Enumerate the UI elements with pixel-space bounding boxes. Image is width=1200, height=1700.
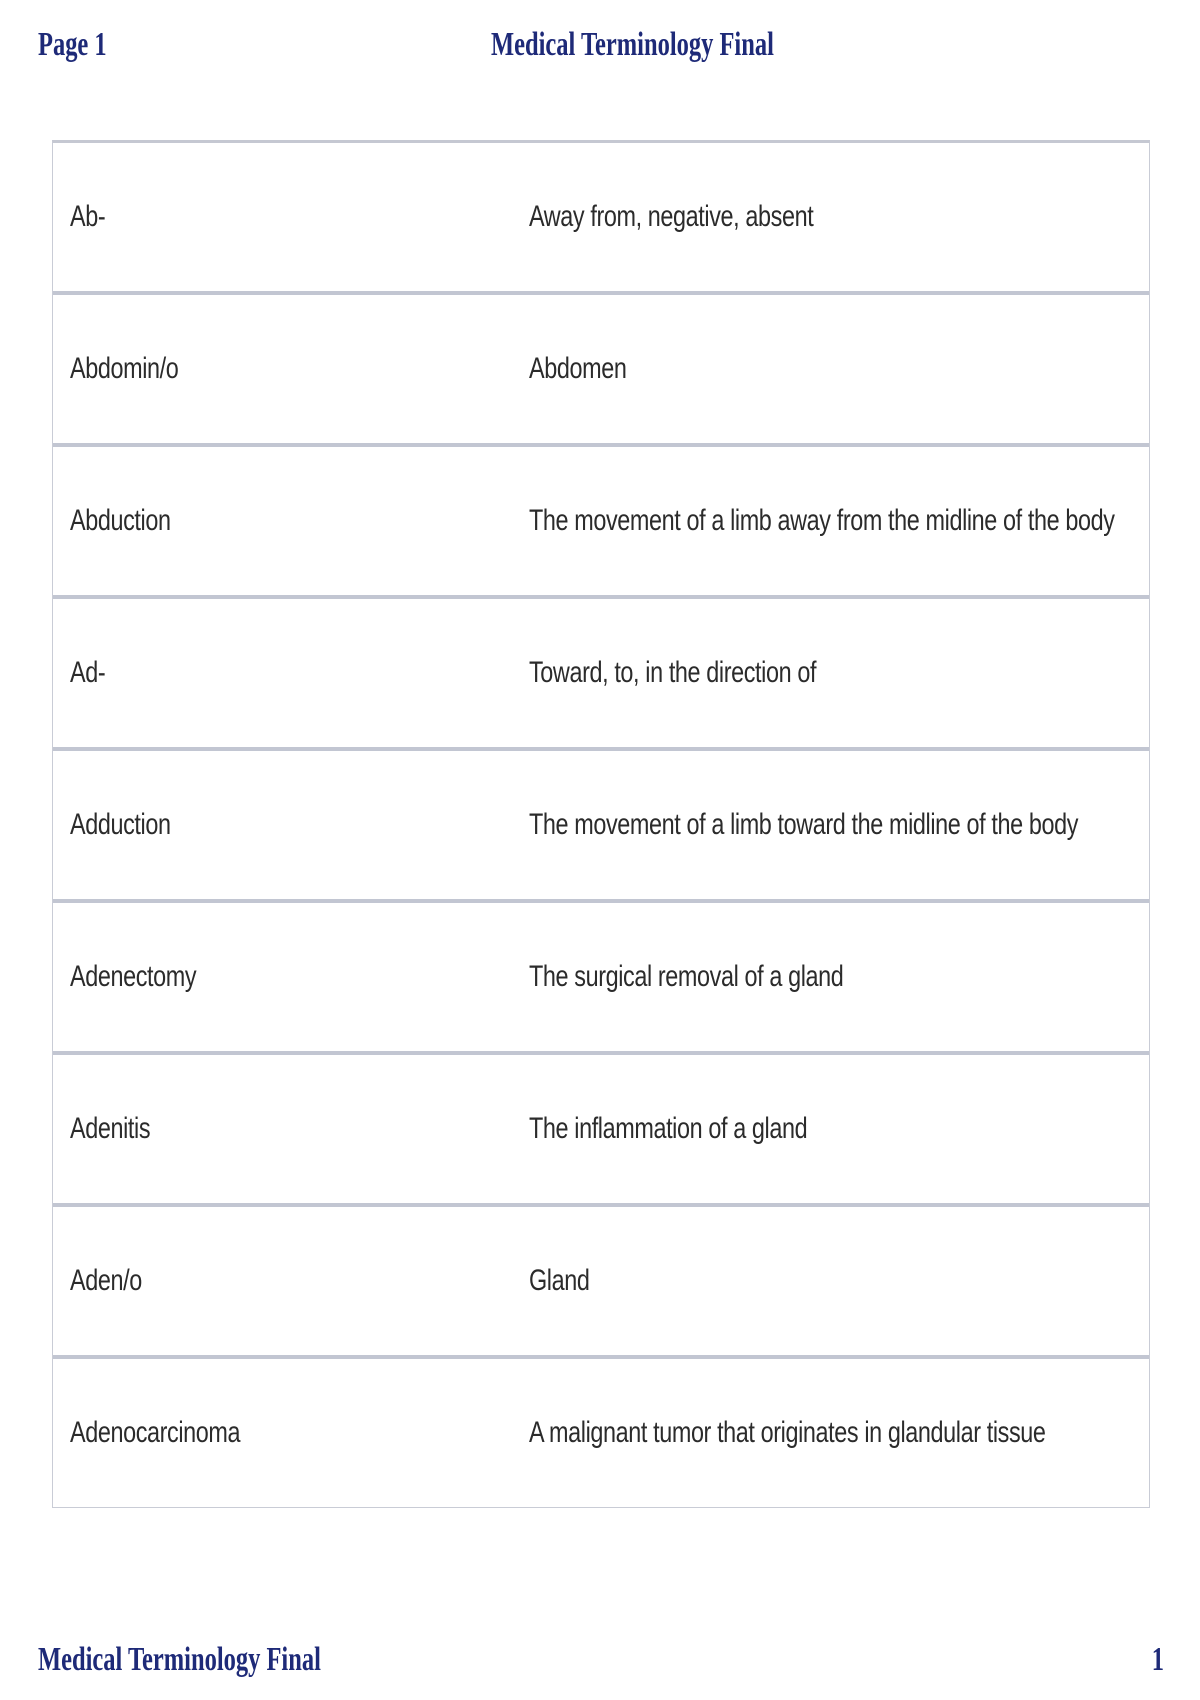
definition-cell [529,1055,1129,1203]
definition-cell [529,1359,1129,1507]
table-row [53,447,1149,599]
table-row [53,1055,1149,1207]
term-cell [70,143,510,291]
page-header [0,10,1200,80]
document-title: Medical Terminology Final [491,26,774,63]
term-text: Adduction [70,808,171,841]
term-text: Aden/o [70,1264,142,1297]
definition-text: The surgical removal of a gland [529,960,844,993]
term-text: Abdomin/o [70,352,179,385]
term-cell [70,1359,510,1507]
definition-text: The movement of a limb away from the midline of the body [529,504,1115,537]
term-cell [70,599,510,747]
definition-text: Away from, negative, absent [529,200,814,233]
definition-text: The movement of a limb toward the midline of the body [529,808,1079,841]
definition-cell [529,599,1129,747]
page-footer [0,1625,1200,1695]
table-row [53,1207,1149,1359]
definition-cell [529,447,1129,595]
table-row [53,295,1149,447]
table-row [53,903,1149,1055]
definition-text: Gland [529,1264,590,1297]
table-row [53,599,1149,751]
term-text: Ab- [70,200,106,233]
definition-cell [529,143,1129,291]
table-row [53,143,1149,295]
table-row [53,1359,1149,1507]
term-cell [70,447,510,595]
definition-cell [529,1207,1129,1355]
glossary-table [52,140,1150,1508]
term-cell [70,751,510,899]
term-cell [70,1207,510,1355]
term-text: Abduction [70,504,171,537]
term-text: Adenitis [70,1112,151,1145]
term-text: Ad- [70,656,106,689]
table-row [53,751,1149,903]
term-text: Adenocarcinoma [70,1416,241,1449]
definition-cell [529,903,1129,1051]
term-cell [70,1055,510,1203]
page-number: 1 [1151,1641,1164,1678]
definition-text: The inflammation of a gland [529,1112,808,1145]
definition-text: Abdomen [529,352,627,385]
definition-text: Toward, to, in the direction of [529,656,817,689]
term-text: Adenectomy [70,960,197,993]
page-label: Page 1 [38,26,107,63]
footer-title: Medical Terminology Final [38,1641,321,1678]
definition-text: A malignant tumor that originates in glandular tissue [529,1416,1046,1449]
term-cell [70,295,510,443]
definition-cell [529,295,1129,443]
term-cell [70,903,510,1051]
definition-cell [529,751,1129,899]
